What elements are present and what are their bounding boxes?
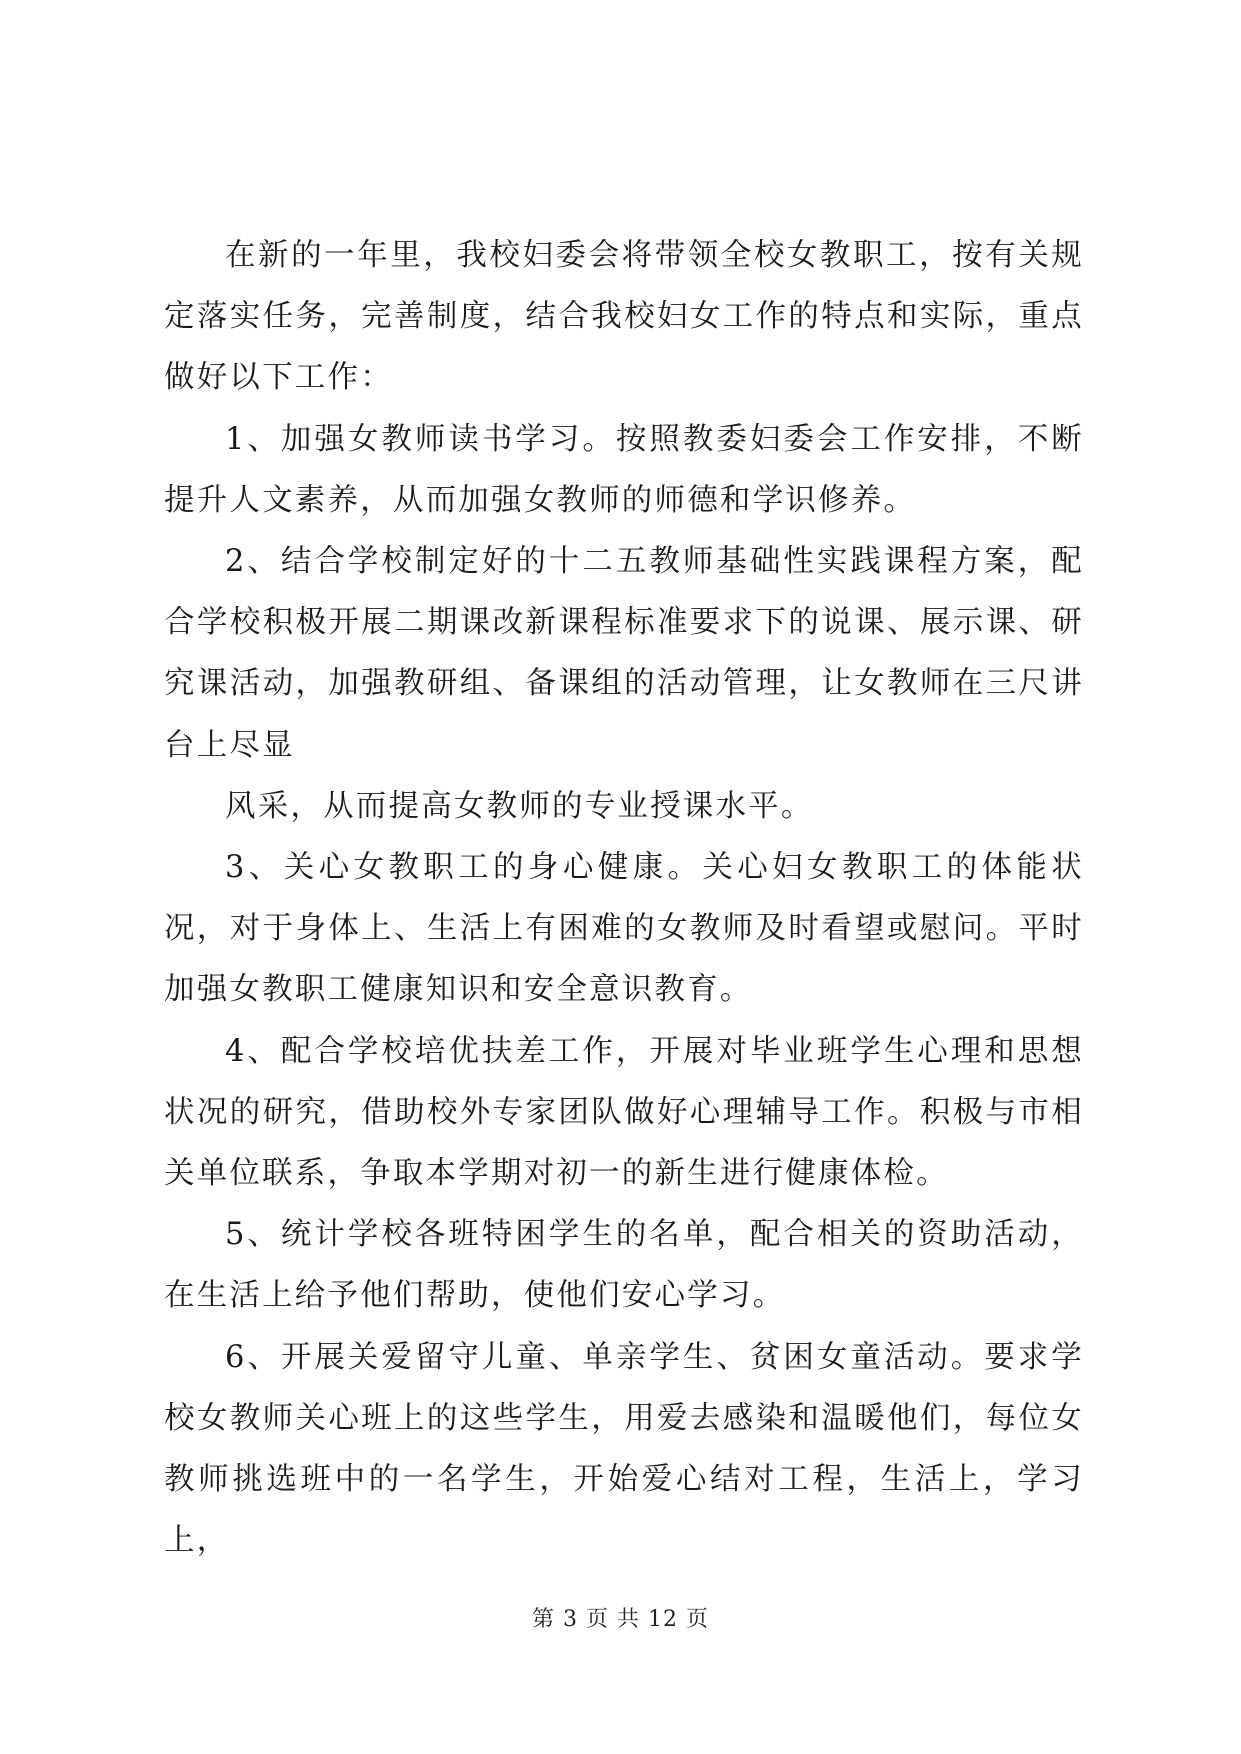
paragraph-item-5: 5、统计学校各班特困学生的名单，配合相关的资助活动，在生活上给予他们帮助，使他们安心学习。: [164, 1217, 1084, 1314]
document-body: [164, 225, 1084, 1571]
paragraph-intro: 在新的一年里，我校妇委会将带领全校女教职工，按有关规定落实任务，完善制度，结合我校妇女工作的特点和实际，重点做好以下工作：: [164, 238, 1084, 396]
paragraph-item-3: 3、关心女教职工的身心健康。关心妇女教职工的体能状况，对于身体上、生活上有困难的女教师及时看望或慰问。平时加强女教职工健康知识和安全意识教育。: [164, 850, 1084, 1008]
paragraph-item-2: 2、结合学校制定好的十二五教师基础性实践课程方案，配合学校积极开展二期课改新课程标准要求下的说课、展示课、研究课活动，加强教研组、备课组的活动管理，让女教师在三尺讲台上尽显: [164, 544, 1084, 763]
paragraph-item-2-continued: 风采，从而提高女教师的专业授课水平。: [225, 788, 814, 824]
paragraph-item-1: 1、加强女教师读书学习。按照教委妇委会工作安排，不断提升人文素养，从而加强女教师的师德和学识修养。: [164, 421, 1084, 518]
paragraph-item-6: 6、开展关爱留守儿童、单亲学生、贫困女童活动。要求学校女教师关心班上的这些学生，用爱去感染和温暖他们，每位女教师挑选班中的一名学生，开始爱心结对工程，生活上，学习上，: [164, 1339, 1084, 1559]
page-number-footer: 第 3 页 共 12 页: [532, 1607, 709, 1632]
paragraph-item-4: 4、配合学校培优扶差工作，开展对毕业班学生心理和思想状况的研究，借助校外专家团队做好心理辅导工作。积极与市相关单位联系，争取本学期对初一的新生进行健康体检。: [164, 1033, 1084, 1192]
